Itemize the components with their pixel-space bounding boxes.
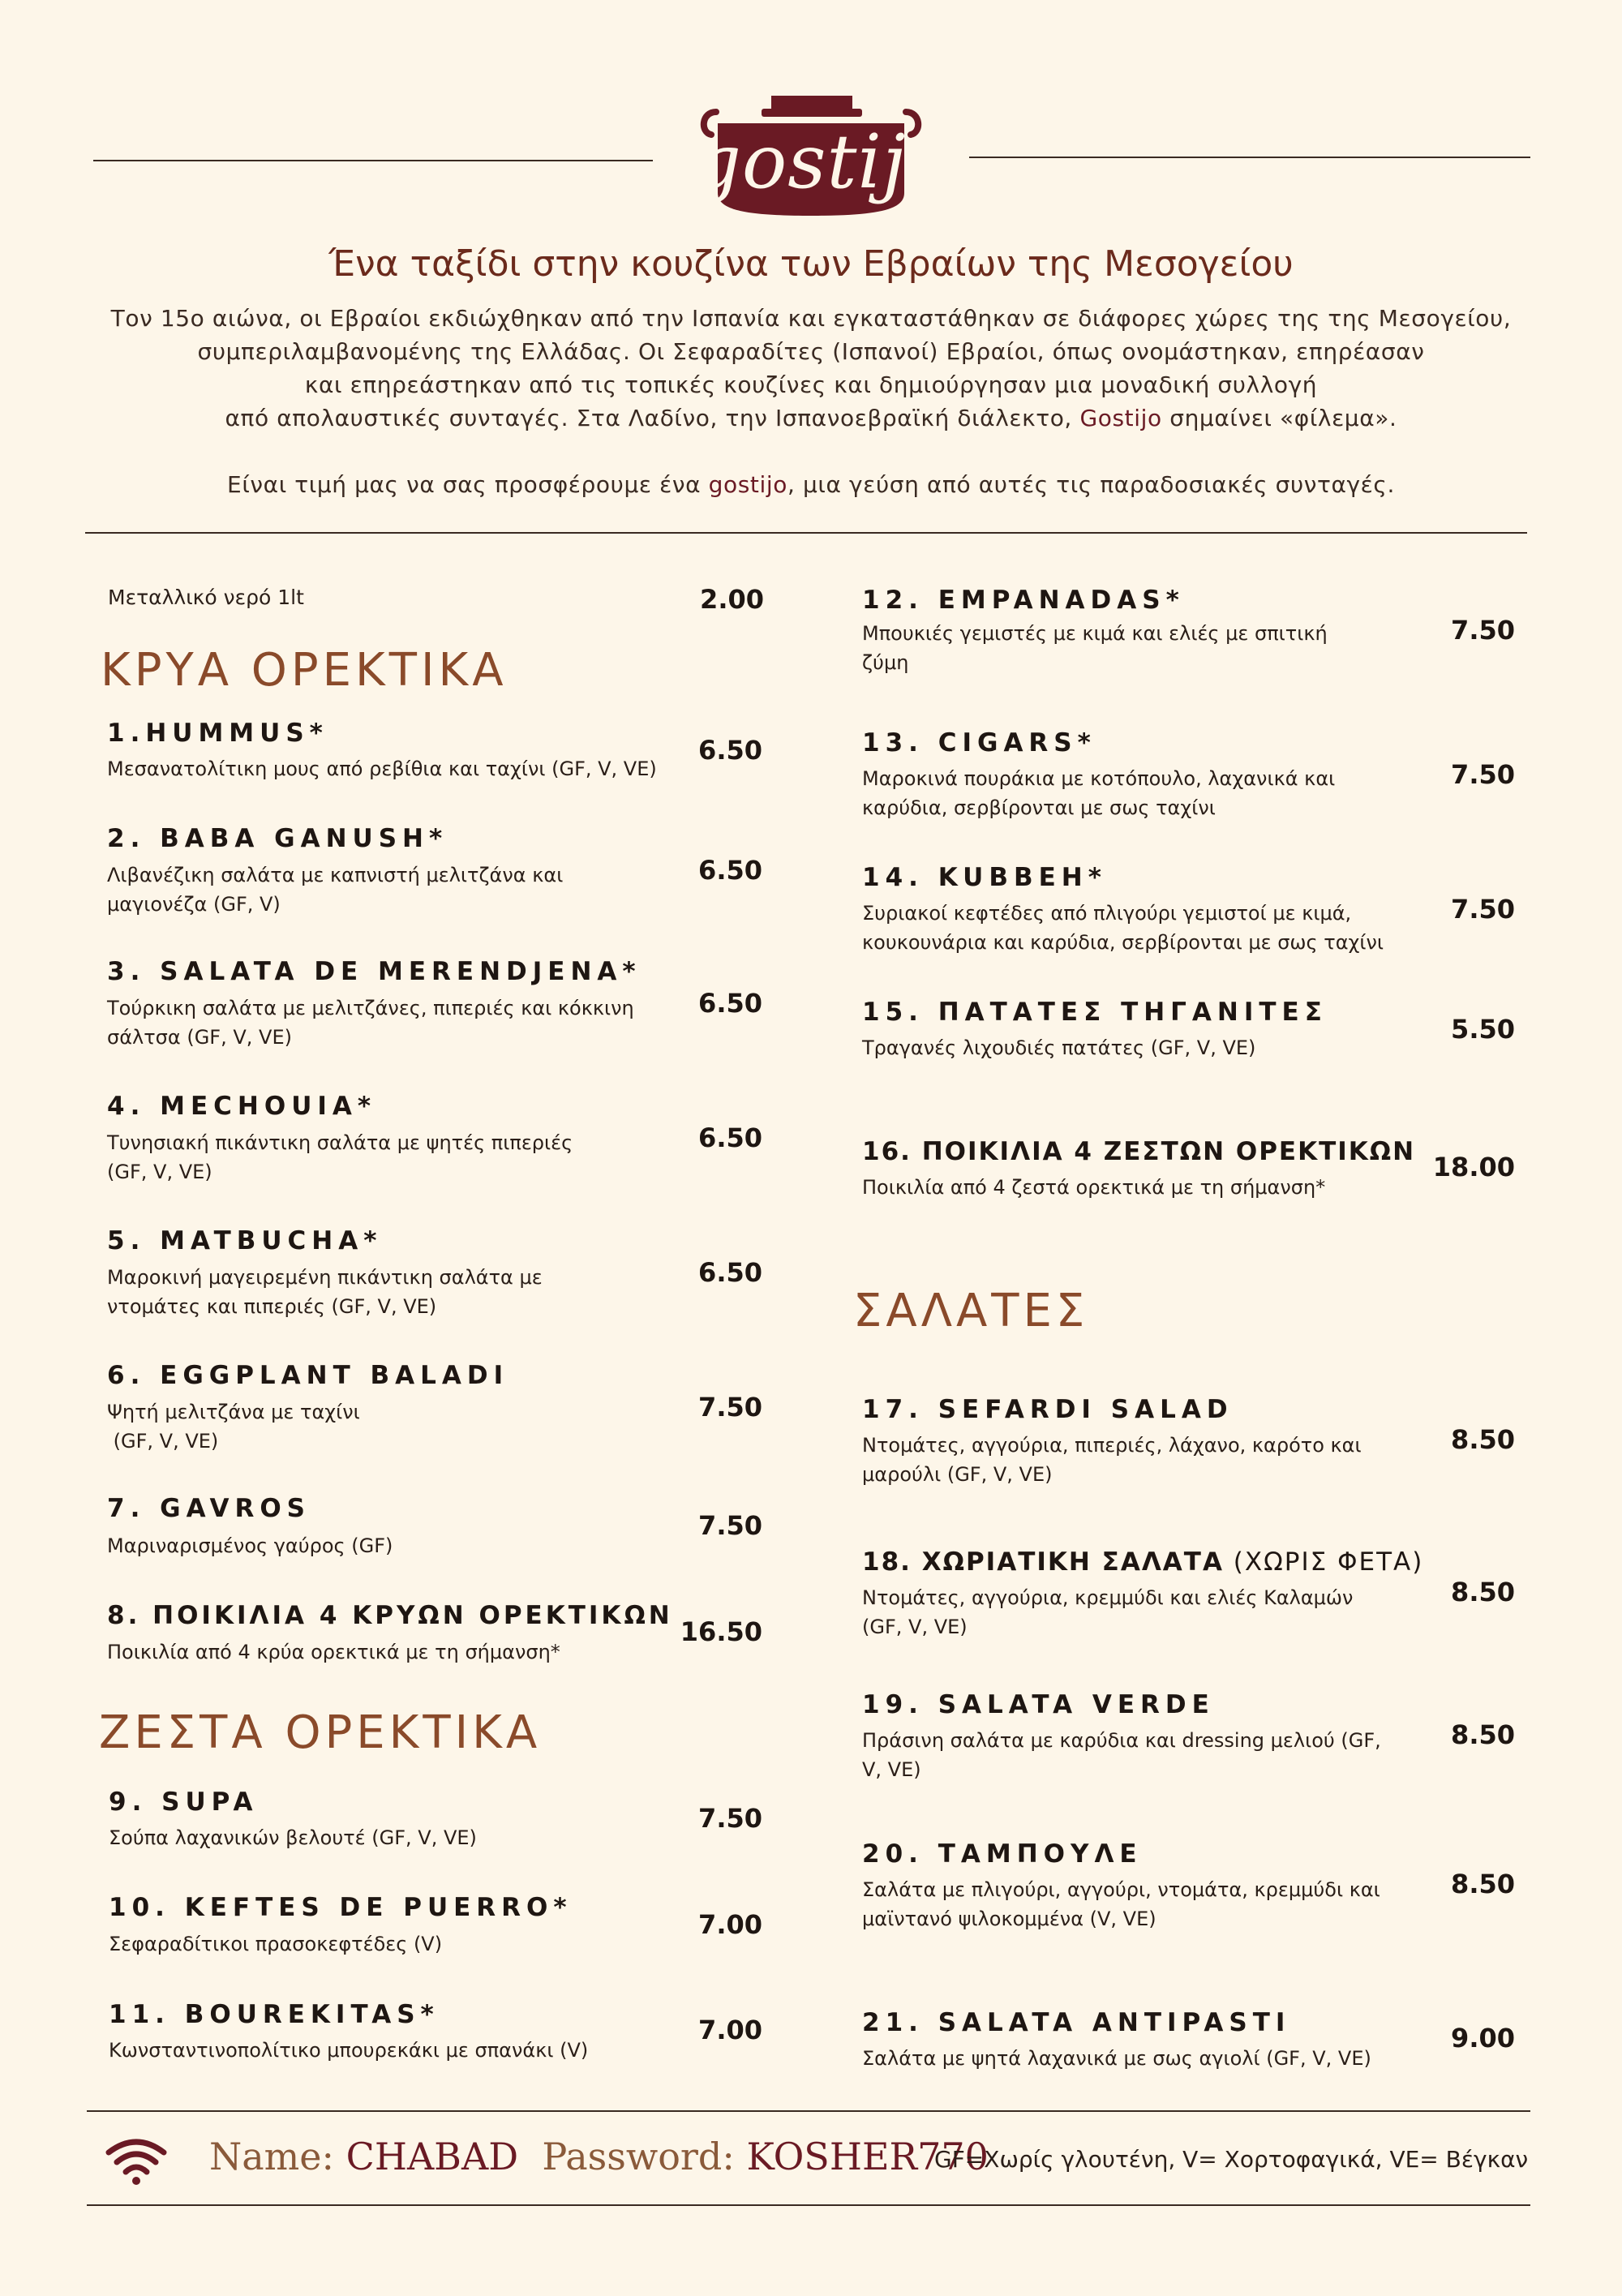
item-price: 7.00 xyxy=(698,2015,762,2045)
item-name: 1.HUMMUS* xyxy=(107,719,328,748)
item-name: 15. ΠΑΤΑΤΕΣ ΤΗΓΑΝΙΤΕΣ xyxy=(862,998,1328,1027)
intro-line: συμπεριλαμβανομένης της Ελλάδας. Οι Σεφαραδίτες (Ισπανοί) Εβραίοι, όπως ονομάστηκαν, επηρέασαν xyxy=(197,338,1425,365)
item-name: 7. GAVROS xyxy=(107,1494,311,1523)
item-desc: Τραγανές λιχουδιές πατάτες (GF, V, VE) xyxy=(862,1036,1256,1059)
item-price: 7.50 xyxy=(698,1803,762,1834)
intro-line: από απολαυστικές συνταγές. Στα Λαδίνο, την Ισπανοεβραϊκή διάλεκτο, Gostijo σημαίνει «φίλεμα». xyxy=(225,405,1397,431)
item-price: 7.50 xyxy=(698,1392,762,1423)
item-price: 5.50 xyxy=(1451,1014,1515,1045)
logo-text: gostijo xyxy=(693,118,952,205)
item-name: 21. SALATA ANTIPASTI xyxy=(862,2008,1291,2037)
item-desc: Κωνσταντινοπολίτικο μπουρεκάκι με σπανάκι (V) xyxy=(109,2039,589,2062)
item-desc: Μαροκινά πουράκια με κοτόπουλο, λαχανικά και xyxy=(862,767,1336,790)
item-desc: Μαροκινή μαγειρεμένη πικάντικη σαλάτα με xyxy=(107,1266,543,1289)
item-price: 7.50 xyxy=(1451,759,1515,790)
header-rule-left xyxy=(93,160,653,161)
item-desc: Σαλάτα με ψητά λαχανικά με σως αγιολί (GF, V, VE) xyxy=(862,2047,1371,2070)
item-desc: μαϊντανό ψιλοκομμένα (V, VE) xyxy=(862,1908,1156,1930)
item-name: 6. EGGPLANT BALADI xyxy=(107,1361,509,1390)
item-name: 8. ΠΟΙΚΙΛΙΑ 4 ΚΡΥΩΝ ΟΡΕΚΤΙΚΩΝ xyxy=(107,1601,673,1630)
item-name: 12. EMPANADAS* xyxy=(862,586,1185,615)
item-desc: Σεφαραδίτικοι πρασοκεφτέδες (V) xyxy=(109,1933,443,1955)
item-price: 7.50 xyxy=(1451,615,1515,646)
item-name: 16. ΠΟΙΚΙΛΙΑ 4 ΖΕΣΤΩΝ ΟΡΕΚΤΙΚΩΝ xyxy=(862,1137,1416,1166)
item-price: 8.50 xyxy=(1451,1577,1515,1607)
item-desc: Ψητή μελιτζάνα με ταχίνι xyxy=(107,1401,360,1423)
item-desc: Συριακοί κεφτέδες από πλιγούρι γεμιστοί με κιμά, xyxy=(862,902,1352,925)
item-name: 10. KEFTES DE PUERRO* xyxy=(109,1893,573,1922)
item-name: 11. BOUREKITAS* xyxy=(109,2000,440,2029)
item-desc: Σούπα λαχανικών βελουτέ (GF, V, VE) xyxy=(109,1826,477,1849)
item-desc: Τυνησιακή πικάντικη σαλάτα με ψητές πιπεριές xyxy=(107,1131,573,1154)
wifi-password-label: Password: xyxy=(518,2135,747,2178)
item-name-note: (ΧΩΡΙΣ ΦΕΤΑ) xyxy=(1223,1547,1424,1577)
item-name: 14. KUBBEH* xyxy=(862,863,1107,892)
item-desc: Σαλάτα με πλιγούρι, αγγούρι, ντομάτα, κρεμμύδι και xyxy=(862,1878,1380,1901)
dietary-legend: GF=Χωρίς γλουτένη, V= Χορτοφαγικά, VE= Βέγκαν xyxy=(934,2146,1529,2173)
item-name: 2. BABA GANUSH* xyxy=(107,824,448,853)
item-desc: Λιβανέζικη σαλάτα με καπνιστή μελιτζάνα και xyxy=(107,864,564,886)
wifi-name-value: CHABAD xyxy=(345,2135,519,2178)
item-name: 9. SUPA xyxy=(109,1787,259,1817)
water-price: 2.00 xyxy=(700,584,764,615)
item-desc: Πράσινη σαλάτα με καρύδια και dressing μελιού (GF, xyxy=(862,1729,1381,1752)
section-title-cold: ΚΡΥΑ ΟΡΕΚΤΙΚΑ xyxy=(101,644,508,697)
header-rule-right xyxy=(969,157,1530,158)
item-desc: μαρούλι (GF, V, VE) xyxy=(862,1463,1053,1486)
item-price: 7.00 xyxy=(698,1909,762,1940)
item-name: 5. MATBUCHA* xyxy=(107,1226,383,1255)
intro-line: και επηρεάστηκαν από τις τοπικές κουζίνες και δημιούργησαν μια μοναδική συλλογή xyxy=(304,371,1318,398)
intro-line: Τον 15ο αιώνα, οι Εβραίοι εκδιώχθηκαν από την Ισπανία και εγκαταστάθηκαν σε διάφορες χώρες της της Μεσογείου, xyxy=(110,305,1512,332)
item-desc: μαγιονέζα (GF, V) xyxy=(107,893,281,916)
item-price: 6.50 xyxy=(698,1257,762,1288)
item-price: 8.50 xyxy=(1451,1869,1515,1899)
item-desc: V, VE) xyxy=(862,1758,921,1781)
item-desc: (GF, V, VE) xyxy=(107,1161,212,1183)
item-name: 20. ΤΑΜΠΟΥΛΕ xyxy=(862,1839,1143,1869)
water-label: Μεταλλικό νερό 1lt xyxy=(108,586,304,609)
item-price: 8.50 xyxy=(1451,1719,1515,1750)
item-price: 6.50 xyxy=(698,1122,762,1153)
section-title-hot: ΖΕΣΤΑ ΟΡΕΚΤΙΚΑ xyxy=(99,1706,542,1759)
wifi-password-value: KOSHER770 xyxy=(746,2135,989,2178)
item-name: 4. MECHOUIA* xyxy=(107,1092,377,1121)
footer-rule-top xyxy=(87,2110,1530,2112)
gostijo-highlight: Gostijo xyxy=(1079,405,1162,431)
wifi-icon xyxy=(104,2138,169,2187)
item-price: 18.00 xyxy=(1432,1152,1515,1182)
item-price: 6.50 xyxy=(698,988,762,1019)
gostijo-logo xyxy=(693,96,952,225)
item-desc: Μεσανατολίτικη μους από ρεβίθια και ταχίνι (GF, V, VE) xyxy=(107,757,657,780)
item-desc: Μαριναρισμένος γαύρος (GF) xyxy=(107,1534,393,1557)
item-desc: ζύμη xyxy=(862,651,909,674)
item-desc: Ποικιλία από 4 κρύα ορεκτικά με τη σήμανση* xyxy=(107,1641,560,1663)
item-price: 8.50 xyxy=(1451,1424,1515,1455)
intro-line: Είναι τιμή μας να σας προσφέρουμε ένα gostijo, μια γεύση από αυτές τις παραδοσιακές συνταγές. xyxy=(227,471,1395,498)
item-price: 7.50 xyxy=(1451,894,1515,925)
wifi-credentials xyxy=(209,2135,989,2178)
item-price: 16.50 xyxy=(680,1616,762,1647)
item-desc: (GF, V, VE) xyxy=(107,1430,219,1453)
item-price: 6.50 xyxy=(698,735,762,766)
item-desc: καρύδια, σερβίρονται με σως ταχίνι xyxy=(862,796,1216,819)
gostijo-highlight: gostijo xyxy=(708,471,787,498)
intro-divider xyxy=(85,532,1527,534)
item-desc: Ποικιλία από 4 ζεστά ορεκτικά με τη σήμανση* xyxy=(862,1176,1326,1199)
item-desc: σάλτσα (GF, V, VE) xyxy=(107,1026,292,1049)
item-name: 18. ΧΩΡΙΑΤΙΚΗ ΣΑΛΑΤΑ (ΧΩΡΙΣ ΦΕΤΑ) xyxy=(862,1547,1424,1577)
item-name: 17. SEFARDI SALAD xyxy=(862,1395,1234,1424)
item-desc: Τούρκικη σαλάτα με μελιτζάνες, πιπεριές και κόκκινη xyxy=(107,997,634,1019)
tagline: Ένα ταξίδι στην κουζίνα των Εβραίων της Μεσογείου xyxy=(328,243,1294,285)
section-title-salads: ΣΑΛΑΤΕΣ xyxy=(853,1285,1089,1337)
intro-paragraph xyxy=(49,302,1573,501)
item-desc: κουκουνάρια και καρύδια, σερβίρονται με σως ταχίνι xyxy=(862,931,1384,954)
item-desc: Μπουκιές γεμιστές με κιμά και ελιές με σπιτική xyxy=(862,622,1328,645)
wifi-name-label: Name: xyxy=(209,2135,346,2178)
item-desc: ντομάτες και πιπεριές (GF, V, VE) xyxy=(107,1295,437,1318)
item-price: 6.50 xyxy=(698,855,762,886)
item-name: 3. SALATA DE MERENDJENA* xyxy=(107,957,642,986)
footer-rule-bottom xyxy=(87,2204,1530,2206)
item-desc: (GF, V, VE) xyxy=(862,1616,968,1638)
item-desc: Ντομάτες, αγγούρια, κρεμμύδι και ελιές Καλαμών xyxy=(862,1586,1354,1609)
item-name: 19. SALATA VERDE xyxy=(862,1690,1215,1719)
item-desc: Ντομάτες, αγγούρια, πιπεριές, λάχανο, καρότο και xyxy=(862,1434,1362,1457)
item-price: 7.50 xyxy=(698,1510,762,1541)
item-price: 9.00 xyxy=(1451,2023,1515,2054)
item-name: 13. CIGARS* xyxy=(862,728,1096,757)
